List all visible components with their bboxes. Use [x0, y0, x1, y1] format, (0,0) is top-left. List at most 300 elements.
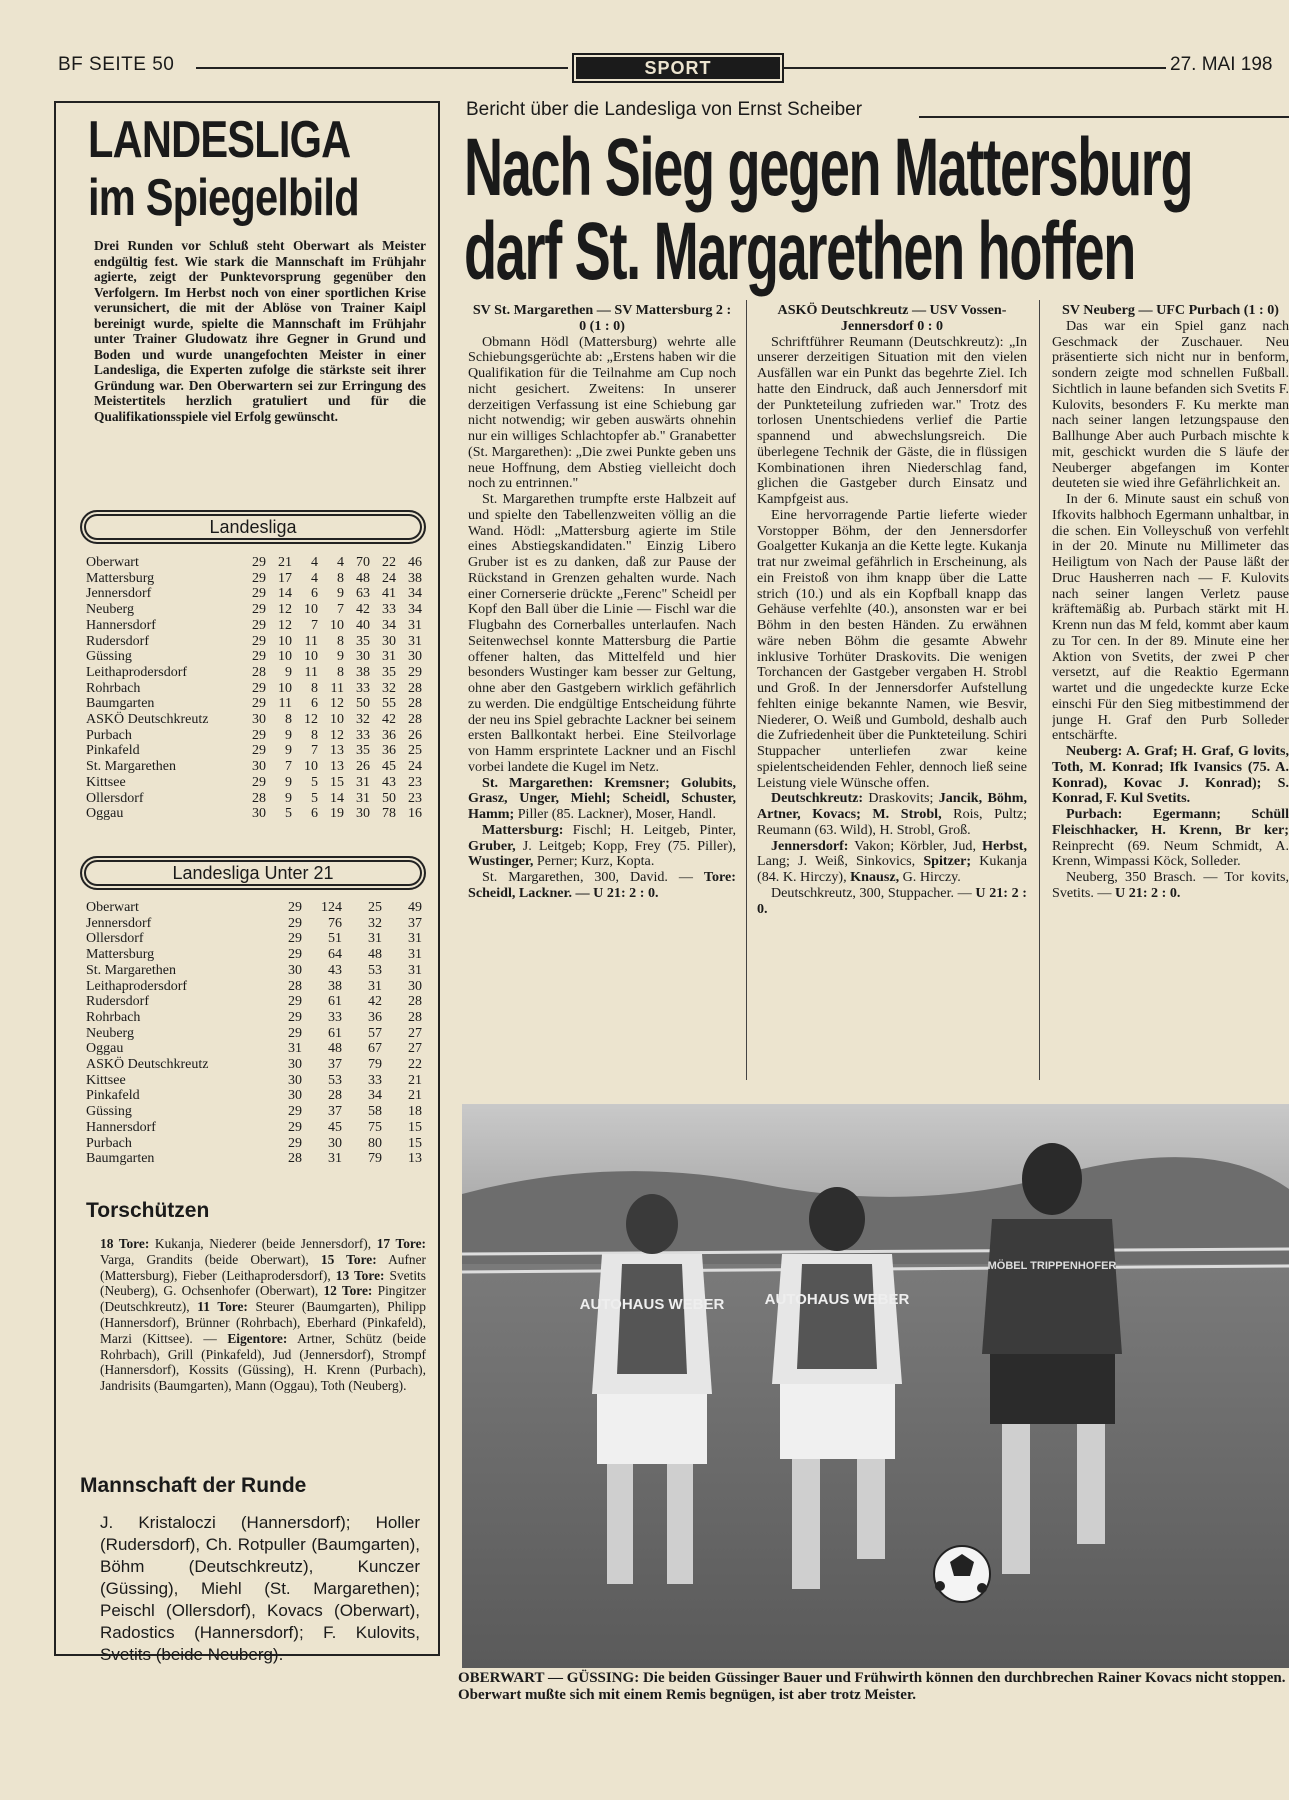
table-value: 67 [368, 1041, 382, 1057]
table-value: 29 [252, 774, 266, 790]
lineup: St. Margarethen: Kremsner; Golubits, Grasz, Unger, Miehl; Scheidl, Schuster, Hamm; Piller (85. Lackner), Moser, Handl. [468, 774, 736, 822]
table-value: 34 [368, 1088, 382, 1104]
paragraph: Schriftführer Reumann (Deutschkreutz): „In unserer derzeitigen Situation mit den vielen Ausfällen war ein Punkt das begehrte Ziel. Ich hatte den Eindruck, daß auch Jennersdorf mit der Punkteteilung zufrieden war." Trotz des torlosen Unentschiedens verlief die Partie spannend und abwechslungsreich. Die überlegene Technik der Gäste, die in flüssigen Kombinationen ihren Niederschlag fand, glichen die Gastgeber durch Einsatz und Kampfgeist aus. [757, 333, 1027, 507]
table-value: 36 [382, 743, 396, 759]
table-value: 29 [408, 664, 422, 680]
table-row [86, 1026, 422, 1042]
table-value: 29 [252, 617, 266, 633]
paragraph: Obmann Hödl (Mattersburg) wehrte alle Schiebungsgerüchte ab: „Erstens haben wir die Qualifikation für die Teilnahme am Cup noch nicht gesichert. Zweitens: In unserer derzeitigen Verfassung ist eine Schiebung gar nicht notwendig; wir geben auswärts ohnehin nur ein williges Schlachtopfer ab." Granabetter (St. Margarethen): „Die zwei Punkte geben uns neue Hoffnung, dem Abstieg vielleicht doch noch zu entrinnen." [468, 333, 736, 492]
table-value: 28 [252, 664, 266, 680]
table-value: 38 [356, 664, 370, 680]
table-value: 27 [408, 1025, 422, 1041]
table-value: 61 [328, 994, 342, 1010]
team-name: Ollersdorf [86, 790, 144, 806]
team-name: Neuberg [86, 602, 134, 618]
table-value: 8 [285, 712, 292, 728]
team-name: Baumgarten [86, 1151, 155, 1167]
table-value: 24 [408, 759, 422, 775]
table-value: 45 [382, 759, 396, 775]
table-value: 53 [368, 962, 382, 978]
table-landesliga-heading: Landesliga [80, 510, 426, 544]
team-name: Purbach [86, 727, 132, 743]
table-value: 30 [288, 1072, 302, 1088]
table-row [86, 931, 422, 947]
team-name: Ollersdorf [86, 931, 144, 947]
table-row [86, 1136, 422, 1152]
table-value: 7 [337, 602, 344, 618]
table-value: 22 [408, 1057, 422, 1073]
table-value: 15 [408, 1119, 422, 1135]
team-name: St. Margarethen [86, 962, 176, 978]
table-value: 10 [304, 759, 318, 775]
team-name: Pinkafeld [86, 743, 140, 759]
team-name: ASKÖ Deutschkreutz [86, 712, 209, 728]
team-name: ASKÖ Deutschkreutz [86, 1057, 209, 1073]
team-name: Güssing [86, 1104, 132, 1120]
table-value: 32 [356, 712, 370, 728]
table-value: 29 [288, 947, 302, 963]
table-value: 37 [328, 1057, 342, 1073]
match-heading: ASKÖ Deutschkreutz — USV Vossen-Jennersdorf 0 : 0 [777, 302, 1007, 334]
table-value: 29 [288, 1119, 302, 1135]
table-value: 8 [337, 570, 344, 586]
paragraph: Das war ein Spiel ganz nach Geschmack der Zuschauer. Neu präsentierte sich nicht nur in benform, sondern zeigte mod schnellen Fußball. Sichtlich in laune befanden sich Svetits F. Kulovits, besonders F. Ku merkte man nach seiner langen letzungspause den Ballhunge Aber auch Purbach mischte k mit, geschickt wurden die S läufe der Neuberger abgefangen im Konter deuteten sie wied ihre Gefährlichkeit an. [1052, 317, 1289, 492]
scorers-goal-count: 13 Tore: [335, 1267, 385, 1283]
team-name: Rohrbach [86, 680, 141, 696]
table-value: 25 [368, 900, 382, 915]
table-landesliga [86, 555, 422, 822]
table-value: 5 [311, 790, 318, 806]
table-value: 29 [288, 1025, 302, 1041]
table-row [86, 1151, 422, 1167]
table-value: 23 [408, 790, 422, 806]
table-value: 29 [288, 1135, 302, 1151]
table-value: 10 [278, 649, 292, 665]
team-name: Oberwart [86, 555, 139, 570]
scorers-goal-count: 11 Tore: [197, 1299, 248, 1315]
table-value: 32 [382, 680, 396, 696]
table-value: 9 [285, 774, 292, 790]
scorers-names: Svetits (Neuberg), G. Ochsenhofer (Oberwart), [100, 1267, 426, 1299]
table-value: 48 [356, 570, 370, 586]
table-value: 30 [288, 962, 302, 978]
photo-illustration [462, 1104, 1289, 1668]
jersey-text: AUTOHAUS WEBER [579, 1296, 725, 1313]
table-value: 13 [330, 743, 344, 759]
table-value: 31 [408, 617, 422, 633]
table-value: 63 [356, 586, 370, 602]
scorers-list [100, 1236, 426, 1394]
table-value: 31 [288, 1041, 302, 1057]
table-u21-heading: Landesliga Unter 21 [80, 856, 426, 890]
table-value: 29 [252, 727, 266, 743]
table-value: 15 [330, 774, 344, 790]
headline-line-2: darf St. Margarethen hoffen [464, 206, 1135, 297]
team-name: Oberwart [86, 900, 139, 915]
table-value: 35 [382, 664, 396, 680]
scorers-names: Varga, Grandits (beide Oberwart), [100, 1251, 321, 1267]
table-value: 19 [330, 806, 344, 822]
table-value: 9 [337, 586, 344, 602]
scorers-names: Artner, Schütz (beide Rohrbach), Grill (Pinkafeld), Jud (Jennersdorf), Strompf (Hannersdorf), Kossits (Güssing), H. Krenn (Purbach), Jandrisits (Baumgarten), Mann (Oggau), Toth (Neuberg). [100, 1330, 427, 1394]
table-value: 36 [382, 727, 396, 743]
table-row [86, 1041, 422, 1057]
header-rule-left [196, 67, 568, 69]
table-value: 31 [382, 649, 396, 665]
table-row [86, 649, 422, 665]
table-value: 29 [252, 555, 266, 570]
table-value: 10 [278, 633, 292, 649]
table-value: 70 [356, 555, 370, 570]
sidebar-title: LANDESLIGA [88, 111, 351, 169]
table-value: 37 [328, 1104, 342, 1120]
team-name: Hannersdorf [86, 1119, 156, 1135]
table-value: 11 [278, 696, 292, 712]
scorers-goal-count: 15 Tore: [320, 1251, 377, 1267]
table-row [86, 916, 422, 932]
sidebar-intro: Drei Runden vor Schluß steht Oberwart als Meister endgültig fest. Wie stark die Mannschaft im Frühjahr agierte, zeigt der Punktevorsprung gegenüber den Verfolgern. Im Herbst noch von einer sportlichen Krise verunsichert, die mit der Ablöse von Trainer Kaipl bereinigt wurde, spielte die Mannschaft im Frühjahr unter Trainer Gludowatz ihre Gegner in Grund und Boden und wurde unangefochten Meister in einer Landesliga, die Experten zufolge die stärkste seit ihrer Gründung war. Den Oberwartern sei zur Erringung des Meistertitels herzlich gratuliert und für die Qualifikationsspiele viel Erfolg gewünscht. [94, 238, 426, 424]
table-value: 80 [368, 1135, 382, 1151]
table-value: 29 [288, 915, 302, 931]
table-row [86, 806, 422, 822]
table-value: 31 [328, 1151, 342, 1167]
table-value: 8 [337, 633, 344, 649]
table-value: 50 [382, 790, 396, 806]
table-row [86, 759, 422, 775]
table-value: 28 [408, 696, 422, 712]
scorers-names: Kukanja, Niederer (beide Jennersdorf), [149, 1236, 377, 1251]
column-rule [746, 300, 747, 1080]
table-value: 29 [252, 570, 266, 586]
table-value: 45 [328, 1119, 342, 1135]
lineup: Jennersdorf: Vakon; Körbler, Jud, Herbst, Lang; J. Weiß, Sinkovics, Spitzer; Kukanja (84. K. Hirczy), Knausz, G. Hirczy. [757, 837, 1027, 885]
table-value: 124 [321, 900, 342, 915]
table-value: 4 [311, 555, 318, 570]
table-value: 7 [311, 743, 318, 759]
table-value: 64 [328, 947, 342, 963]
lineup: Purbach: Egermann; Schüll Fleischhacker, H. Krenn, Br ker; Reinprecht (69. Neum Schmidt, A. Krenn, Wimpassi Köck, Solleder. [1052, 806, 1289, 870]
table-row [86, 634, 422, 650]
lineup: Mattersburg: Fischl; H. Leitgeb, Pinter, Gruber, J. Leitgeb; Kopp, Frey (75. Piller), Wustinger, Perner; Kurz, Kopta. [468, 821, 736, 870]
table-row [86, 743, 422, 759]
page-number: BF SEITE 50 [58, 54, 175, 75]
table-value: 30 [408, 978, 422, 994]
table-value: 28 [408, 712, 422, 728]
column-rule [1039, 300, 1040, 1080]
sidebar-subtitle: im Spiegelbild [88, 169, 359, 227]
table-value: 30 [288, 1057, 302, 1073]
table-row [86, 994, 422, 1010]
team-name: Pinkafeld [86, 1088, 140, 1104]
headline-line-1: Nach Sieg gegen Mattersburg [464, 122, 1193, 213]
table-value: 33 [328, 1009, 342, 1025]
team-name: Rudersdorf [86, 994, 149, 1010]
lineup: Deutschkreutz: Draskovits; Jancik, Böhm, Artner, Kovacs; M. Strobl, Rois, Pultz; Reumann (63. Wild), H. Strobl, Groß. [757, 790, 1027, 838]
table-value: 30 [252, 712, 266, 728]
table-value: 40 [356, 617, 370, 633]
table-value: 30 [288, 1088, 302, 1104]
table-value: 57 [368, 1025, 382, 1041]
table-value: 31 [356, 774, 370, 790]
jersey-text: MÖBEL TRIPPENHOFER [987, 1260, 1117, 1272]
paragraph: Eine hervorragende Partie lieferte wieder Vorstopper Böhm, der den Jennersdorfer Goalgetter Kukanja an die Kette legte. Kukanja trat nur zweimal gefährlich in Erscheinung, als ein Freistoß von ihm knapp über die Latte strich (10.) und als ein Kopfball knapp das Gehäuse verfehlte (40.), ansonsten war er bei Böhm in den besten Händen. Zu erwähnen wäre neben Böhm die gesamte Abwehr inklusive Torhüter Draskovits. Die wenigen Torchancen der Gastgeber vergaben H. Strobl und Groß. In der Jennersdorfer Aufstellung fehlten einige bekannte Namen, wie Besvir, Niederer, O. Weiß und Gumbold, deshalb auch die Zufriedenheit über die Punkteteilung. Schiri Stuppacher unterliefen zwar keine spielentscheidenden Fehler, dennoch ließ seine Leistung viele Wünsche offen. [757, 506, 1027, 791]
table-value: 24 [382, 570, 396, 586]
table-value: 10 [278, 680, 292, 696]
team-name: Kittsee [86, 774, 126, 790]
table-value: 48 [328, 1041, 342, 1057]
table-row [86, 681, 422, 697]
table-value: 26 [356, 759, 370, 775]
team-name: Oggau [86, 806, 124, 822]
table-value: 7 [311, 617, 318, 633]
match-heading: SV Neuberg — UFC Purbach (1 : 0) [1061, 303, 1279, 318]
table-value: 53 [328, 1072, 342, 1088]
table-row [86, 696, 422, 712]
table-value: 43 [382, 774, 396, 790]
table-row [86, 1057, 422, 1073]
table-value: 10 [304, 602, 318, 618]
team-name: Rudersdorf [86, 633, 149, 649]
table-value: 29 [252, 696, 266, 712]
table-value: 28 [408, 994, 422, 1010]
table-row [86, 947, 422, 963]
table-value: 23 [408, 774, 422, 790]
table-value: 27 [408, 1041, 422, 1057]
team-name: Baumgarten [86, 696, 155, 712]
table-value: 37 [408, 915, 422, 931]
team-name: Leithaprodersdorf [86, 978, 188, 994]
table-value: 17 [278, 570, 292, 586]
match-photo [462, 1104, 1289, 1668]
team-name: St. Margarethen [86, 759, 176, 775]
team-name: Kittsee [86, 1072, 126, 1088]
table-value: 12 [304, 712, 318, 728]
table-row [86, 586, 422, 602]
football [934, 1546, 990, 1602]
table-value: 48 [368, 947, 382, 963]
table-value: 29 [252, 633, 266, 649]
team-of-round-text: J. Kristaloczi (Hannersdorf); Holler (Rudersdorf), Ch. Rotpuller (Baumgarten), Böhm (Deutschkreutz), Kunczer (Güssing), Miehl (St. Margarethen); Peischl (Ollersdorf), Kovacs (Oberwart), Radostics (Hannersdorf); F. Kulovits, Svetits (beide Neuberg). [100, 1513, 420, 1664]
table-value: 43 [328, 962, 342, 978]
table-row [86, 791, 422, 807]
table-value: 61 [328, 1025, 342, 1041]
table-value: 31 [408, 947, 422, 963]
team-name: Güssing [86, 649, 132, 665]
table-value: 79 [368, 1057, 382, 1073]
table-value: 29 [252, 602, 266, 618]
table-row [86, 665, 422, 681]
table-value: 30 [328, 1135, 342, 1151]
match-result: Neuberg, 350 Brasch. — Tor kovits, Svetits. — U 21: 2 : 0. [1052, 869, 1289, 901]
article-column-2 [757, 303, 1027, 917]
table-value: 78 [382, 806, 396, 822]
table-value: 12 [330, 696, 344, 712]
table-value: 4 [311, 570, 318, 586]
table-row [86, 618, 422, 634]
table-value: 49 [408, 900, 422, 915]
team-name: Leithaprodersdorf [86, 664, 188, 680]
table-value: 15 [408, 1135, 422, 1151]
table-row [86, 1120, 422, 1136]
scorers-goal-count: 12 Tore: [323, 1283, 373, 1299]
scorers-goal-count: Eigentore: [227, 1330, 288, 1346]
table-value: 32 [368, 915, 382, 931]
table-value: 8 [337, 664, 344, 680]
table-row [86, 728, 422, 744]
table-value: 29 [252, 649, 266, 665]
table-value: 10 [330, 617, 344, 633]
table-value: 76 [328, 915, 342, 931]
table-value: 30 [356, 649, 370, 665]
article-column-1 [468, 303, 736, 902]
section-badge: SPORT [572, 53, 784, 83]
table-value: 35 [356, 633, 370, 649]
team-name: Jennersdorf [86, 586, 152, 602]
table-value: 34 [408, 602, 422, 618]
table-value: 29 [288, 994, 302, 1010]
table-value: 13 [330, 759, 344, 775]
kicker-rule [919, 116, 1289, 118]
table-value: 13 [408, 1151, 422, 1167]
table-value: 11 [304, 664, 318, 680]
table-value: 28 [288, 1151, 302, 1167]
table-value: 30 [356, 806, 370, 822]
table-value: 8 [311, 727, 318, 743]
match-result: Deutschkreutz, 300, Stuppacher. — U 21: 2 : 0. [757, 884, 1027, 917]
table-value: 29 [288, 931, 302, 947]
team-name: Oggau [86, 1041, 124, 1057]
table-value: 42 [382, 712, 396, 728]
scorers-names: Pingitzer (Deutschkreutz), [100, 1283, 426, 1315]
table-row [86, 712, 422, 728]
table-value: 28 [328, 1088, 342, 1104]
table-value: 21 [278, 555, 292, 570]
team-name: Hannersdorf [86, 617, 156, 633]
table-row [86, 963, 422, 979]
issue-date: 27. MAI 198 [1170, 54, 1273, 75]
table-value: 36 [368, 1009, 382, 1025]
table-value: 9 [285, 664, 292, 680]
table-value: 9 [285, 727, 292, 743]
scorers-names: Steurer (Baumgarten), Philipp (Hannersdorf), Brünner (Rohrbach), Eberhard (Pinkafeld), Marzi (Kittsee). — [100, 1299, 426, 1346]
table-value: 31 [368, 931, 382, 947]
table-value: 21 [408, 1072, 422, 1088]
photo-caption: OBERWART — GÜSSING: Die beiden Güssinger Bauer und Frühwirth können den durchbrechen Rainer Kovacs nicht stoppen. Oberwart mußte sich mit einem Remis begnügen, ist aber trotz Meister. [458, 1670, 1286, 1703]
team-name: Mattersburg [86, 570, 155, 586]
table-row [86, 602, 422, 618]
table-value: 10 [330, 712, 344, 728]
table-value: 6 [311, 806, 318, 822]
paragraph: In der 6. Minute saust ein schuß von Ifkovits halbhoch Egermann unhaltbar, in die schen. Ein Volleyschuß von verfehlt in der 20. Minute nu Millimeter das Heiligtum von Nach der Pause läßt der Druc Hausherren nach — F. Kulovits nach seiner langen Verletz pause kräftemäßig ab. Purbach stärkt mit H. Krenn nun das M feld, kommt aber kaum zu Tor cen. In der 89. Minute eine her Aktion von Svetits, der zwei P cher versetzt, auf die Reaktio Egermann wartet und die ungedeckte kurze Ecke einschi Für den Sieg mitbestimmend der junge H. Graf den Purb Solleder entschärfte. [1052, 491, 1289, 744]
table-value: 28 [252, 790, 266, 806]
table-value: 35 [356, 743, 370, 759]
team-name: Jennersdorf [86, 915, 152, 931]
table-value: 10 [304, 649, 318, 665]
table-value: 41 [382, 586, 396, 602]
table-value: 33 [382, 602, 396, 618]
table-value: 34 [382, 617, 396, 633]
table-value: 29 [288, 1009, 302, 1025]
table-value: 42 [368, 994, 382, 1010]
table-value: 4 [337, 555, 344, 570]
table-value: 55 [382, 696, 396, 712]
scorers-names: Aufner (Mattersburg), Fieber (Leithaprodersdorf), [100, 1251, 427, 1283]
lineup: Neuberg: A. Graf; H. Graf, G lovits, Toth, M. Konrad; Ifk Ivansics (75. A. Konrad), Kovac J. Konrad); S. Konrad, F. Kul Svetits. [1052, 743, 1289, 807]
table-value: 29 [288, 900, 302, 915]
table-value: 18 [408, 1104, 422, 1120]
table-value: 9 [337, 649, 344, 665]
table-value: 22 [382, 555, 396, 570]
table-value: 30 [382, 633, 396, 649]
table-row [86, 1104, 422, 1120]
table-value: 26 [408, 727, 422, 743]
team-name: Mattersburg [86, 947, 155, 963]
table-value: 5 [311, 774, 318, 790]
table-value: 31 [408, 633, 422, 649]
table-value: 9 [285, 743, 292, 759]
table-value: 28 [408, 680, 422, 696]
table-value: 58 [368, 1104, 382, 1120]
table-value: 34 [408, 586, 422, 602]
table-value: 28 [408, 1009, 422, 1025]
table-value: 7 [285, 759, 292, 775]
table-row [86, 775, 422, 791]
table-value: 6 [311, 696, 318, 712]
scorers-goal-count: 18 Tore: [100, 1236, 150, 1251]
article-column-3 [1052, 303, 1289, 1083]
table-value: 25 [408, 743, 422, 759]
table-value: 30 [252, 759, 266, 775]
table-value: 29 [252, 586, 266, 602]
table-value: 79 [368, 1151, 382, 1167]
paragraph: St. Margarethen trumpfte erste Halbzeit auf und spielte den Tabellenzweiten völlig an die Wand. Hödl: „Mattersburg agierte im Stile eines Abstiegskandidaten." Einzig Libero Gruber ist es zu danken, daß zur Pause der Rückstand in Grenzen gehalten wurde. Nach einer Cornerserie drückte „Ferenc" Scheidl per Kopf den Ball über die Linie — Fischl war die Flugbahn des Cornerballes unterlaufen. Nach Seitenwechsel konnte Mattersburg die Partie offener halten, das Mittelfeld und hier besonders Wustinger kam besser zur Geltung, ohne aber den Gastgebern wirklich gefährlich zu werden. Die endgültige Entscheidung führte der neu ins Spiel gebrachte Lackner bei seinem ersten Ballkontakt herbei. Eine Steilvorlage von Hamm ersprintete Lackner und an Fischl vorbei landete die Kugel im Netz. [468, 491, 736, 775]
table-value: 29 [288, 1104, 302, 1120]
scorers-heading: Torschützen [86, 1199, 210, 1222]
article-kicker: Bericht über die Landesliga von Ernst Scheiber [466, 99, 863, 120]
table-value: 14 [330, 790, 344, 806]
table-value: 16 [408, 806, 422, 822]
table-value: 28 [288, 978, 302, 994]
table-value: 75 [368, 1119, 382, 1135]
table-value: 11 [330, 680, 344, 696]
table-value: 31 [356, 790, 370, 806]
match-result: St. Margarethen, 300, David. — Tore: Scheidl, Lackner. — U 21: 2 : 0. [468, 869, 736, 901]
table-value: 5 [285, 806, 292, 822]
table-value: 30 [252, 806, 266, 822]
table-value: 31 [408, 962, 422, 978]
table-value: 31 [368, 978, 382, 994]
match-heading: SV St. Margarethen — SV Mattersburg 2 : 0 (1 : 0) [472, 302, 732, 334]
table-row [86, 1010, 422, 1026]
jersey-text: AUTOHAUS WEBER [764, 1291, 910, 1308]
table-row [86, 979, 422, 995]
scorers-goal-count: 17 Tore: [376, 1236, 426, 1251]
header-rule-right [784, 67, 1166, 69]
table-value: 30 [408, 649, 422, 665]
table-value: 31 [408, 931, 422, 947]
table-row [86, 571, 422, 587]
table-value: 42 [356, 602, 370, 618]
table-row [86, 555, 422, 571]
table-value: 6 [311, 586, 318, 602]
table-value: 33 [356, 727, 370, 743]
team-name: Neuberg [86, 1025, 134, 1041]
table-value: 51 [328, 931, 342, 947]
table-value: 38 [408, 570, 422, 586]
table-value: 11 [304, 633, 318, 649]
team-name: Rohrbach [86, 1009, 141, 1025]
table-value: 29 [252, 680, 266, 696]
